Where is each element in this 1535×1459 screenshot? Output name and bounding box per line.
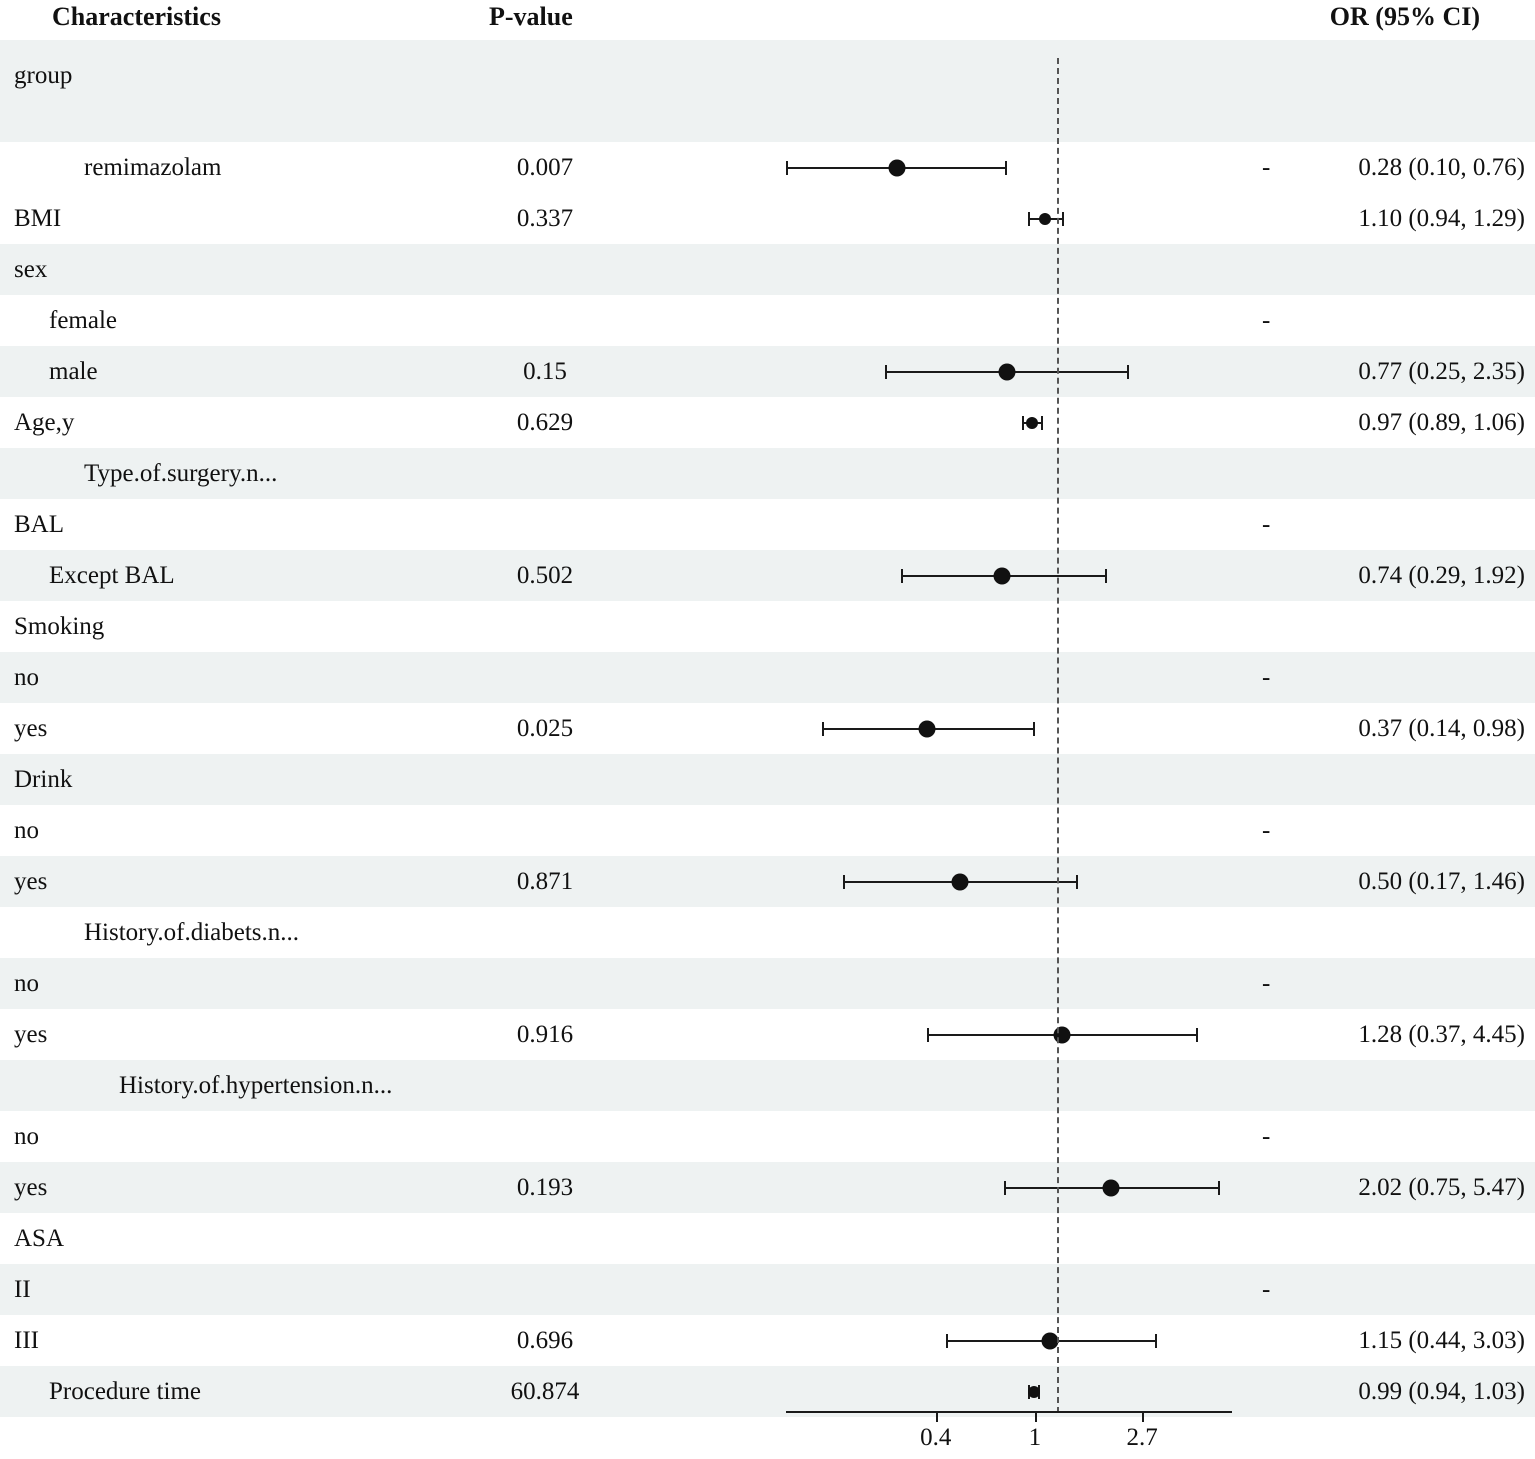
- reference-marker: -: [1262, 306, 1271, 334]
- row-or-ci: 1.10 (0.94, 1.29): [1358, 204, 1525, 232]
- table-row: [0, 703, 1535, 754]
- point-estimate-marker: [998, 363, 1015, 380]
- axis-tick: [1035, 1413, 1037, 1422]
- row-label: Type.of.surgery.n...: [84, 459, 278, 487]
- row-or-ci: 2.02 (0.75, 5.47): [1358, 1173, 1525, 1201]
- row-label: ASA: [14, 1224, 65, 1252]
- table-row: [0, 295, 1535, 346]
- row-pvalue: 0.629: [516, 408, 574, 436]
- row-label: yes: [14, 714, 48, 742]
- row-label: History.of.diabets.n...: [84, 918, 300, 946]
- ci-upper-cap: [1041, 416, 1043, 430]
- column-header-or: OR (95% CI): [1329, 2, 1480, 31]
- row-pvalue: 0.502: [516, 561, 574, 589]
- point-estimate-marker: [1039, 213, 1051, 225]
- axis-tick-label: 0.4: [920, 1424, 952, 1451]
- table-row: [0, 142, 1535, 193]
- row-label: Age,y: [14, 408, 75, 436]
- table-row: [0, 907, 1535, 958]
- row-label: Procedure time: [49, 1377, 202, 1405]
- row-label: no: [14, 1122, 39, 1150]
- ci-lower-cap: [901, 569, 903, 583]
- row-label: remimazolam: [84, 153, 222, 181]
- ci-upper-cap: [1005, 161, 1007, 175]
- table-row: [0, 754, 1535, 805]
- row-pvalue: 0.007: [516, 153, 574, 181]
- row-label: yes: [14, 1173, 48, 1201]
- table-row: [0, 244, 1535, 295]
- ci-lower-cap: [843, 875, 845, 889]
- reference-marker: -: [1262, 153, 1271, 181]
- table-row: [0, 397, 1535, 448]
- row-label: sex: [14, 255, 48, 283]
- row-label: no: [14, 969, 39, 997]
- table-row: [0, 1366, 1535, 1417]
- point-estimate-marker: [1028, 1386, 1040, 1398]
- table-row: [0, 856, 1535, 907]
- reference-line: [1057, 58, 1059, 1413]
- row-label: no: [14, 663, 39, 691]
- row-label: male: [49, 357, 98, 385]
- row-label: BAL: [14, 510, 64, 538]
- ci-lower-cap: [1028, 212, 1030, 226]
- row-or-ci: 1.28 (0.37, 4.45): [1358, 1020, 1525, 1048]
- x-axis: [786, 1411, 1232, 1417]
- row-or-ci: 0.99 (0.94, 1.03): [1358, 1377, 1525, 1405]
- table-row: [0, 1162, 1535, 1213]
- point-estimate-marker: [1053, 1026, 1070, 1043]
- row-label: BMI: [14, 204, 62, 232]
- table-row: [0, 1213, 1535, 1264]
- row-label: yes: [14, 1020, 48, 1048]
- row-label: female: [49, 306, 118, 334]
- ci-upper-cap: [1105, 569, 1107, 583]
- column-header-characteristics: Characteristics: [52, 2, 221, 31]
- row-label: II: [14, 1275, 31, 1303]
- point-estimate-marker: [1102, 1179, 1119, 1196]
- row-label: Smoking: [14, 612, 105, 640]
- axis-tick: [936, 1413, 938, 1422]
- table-row: [0, 601, 1535, 652]
- ci-upper-cap: [1218, 1181, 1220, 1195]
- axis-tick-label: 1: [1028, 1424, 1042, 1451]
- table-row: [0, 1264, 1535, 1315]
- ci-upper-cap: [1155, 1334, 1157, 1348]
- table-row: [0, 1009, 1535, 1060]
- axis-tick-label: 2.7: [1126, 1424, 1158, 1451]
- axis-tick: [1142, 1413, 1144, 1422]
- table-row: [0, 1060, 1535, 1111]
- reference-marker: -: [1262, 510, 1271, 538]
- row-pvalue: 60.874: [510, 1377, 580, 1405]
- ci-upper-cap: [1076, 875, 1078, 889]
- table-row: [0, 193, 1535, 244]
- ci-lower-cap: [927, 1028, 929, 1042]
- table-row: [0, 448, 1535, 499]
- ci-lower-cap: [885, 365, 887, 379]
- row-label: III: [14, 1326, 39, 1354]
- point-estimate-marker: [951, 873, 968, 890]
- row-label: Except BAL: [49, 561, 175, 589]
- point-estimate-marker: [1041, 1332, 1058, 1349]
- row-or-ci: 0.50 (0.17, 1.46): [1358, 867, 1525, 895]
- point-estimate-marker: [994, 567, 1011, 584]
- table-row: [0, 550, 1535, 601]
- table-row: [0, 958, 1535, 1009]
- row-pvalue: 0.916: [516, 1020, 574, 1048]
- point-estimate-marker: [889, 159, 906, 176]
- table-row: [0, 805, 1535, 856]
- table-header: [0, 0, 1535, 40]
- row-pvalue: 0.337: [516, 204, 574, 232]
- row-or-ci: 1.15 (0.44, 3.03): [1358, 1326, 1525, 1354]
- row-label: Drink: [14, 765, 73, 793]
- reference-marker: -: [1262, 969, 1271, 997]
- row-pvalue: 0.193: [516, 1173, 574, 1201]
- row-label: no: [14, 816, 39, 844]
- table-row: [0, 652, 1535, 703]
- point-estimate-marker: [1026, 417, 1038, 429]
- row-pvalue: 0.15: [523, 357, 567, 385]
- ci-upper-cap: [1196, 1028, 1198, 1042]
- reference-marker: -: [1262, 1122, 1271, 1150]
- row-or-ci: 0.74 (0.29, 1.92): [1358, 561, 1525, 589]
- ci-upper-cap: [1033, 722, 1035, 736]
- table-row: [0, 40, 1535, 142]
- row-or-ci: 0.37 (0.14, 0.98): [1358, 714, 1525, 742]
- row-label: yes: [14, 867, 48, 895]
- ci-lower-cap: [1022, 416, 1024, 430]
- reference-marker: -: [1262, 663, 1271, 691]
- ci-lower-cap: [786, 161, 788, 175]
- column-header-pvalue: P-value: [489, 2, 573, 31]
- reference-marker: -: [1262, 816, 1271, 844]
- row-or-ci: 0.77 (0.25, 2.35): [1358, 357, 1525, 385]
- row-pvalue: 0.025: [516, 714, 574, 742]
- table-body: [0, 40, 1535, 1417]
- row-or-ci: 0.97 (0.89, 1.06): [1358, 408, 1525, 436]
- ci-lower-cap: [1004, 1181, 1006, 1195]
- ci-upper-cap: [1062, 212, 1064, 226]
- table-row: [0, 1315, 1535, 1366]
- table-row: [0, 346, 1535, 397]
- row-label: History.of.hypertension.n...: [119, 1071, 393, 1099]
- reference-marker: -: [1262, 1275, 1271, 1303]
- ci-lower-cap: [946, 1334, 948, 1348]
- ci-upper-cap: [1127, 365, 1129, 379]
- table-row: [0, 1111, 1535, 1162]
- point-estimate-marker: [919, 720, 936, 737]
- row-pvalue: 0.871: [516, 867, 574, 895]
- row-or-ci: 0.28 (0.10, 0.76): [1358, 153, 1525, 181]
- row-pvalue: 0.696: [516, 1326, 574, 1354]
- row-label: group: [14, 62, 73, 89]
- ci-lower-cap: [822, 722, 824, 736]
- table-row: [0, 499, 1535, 550]
